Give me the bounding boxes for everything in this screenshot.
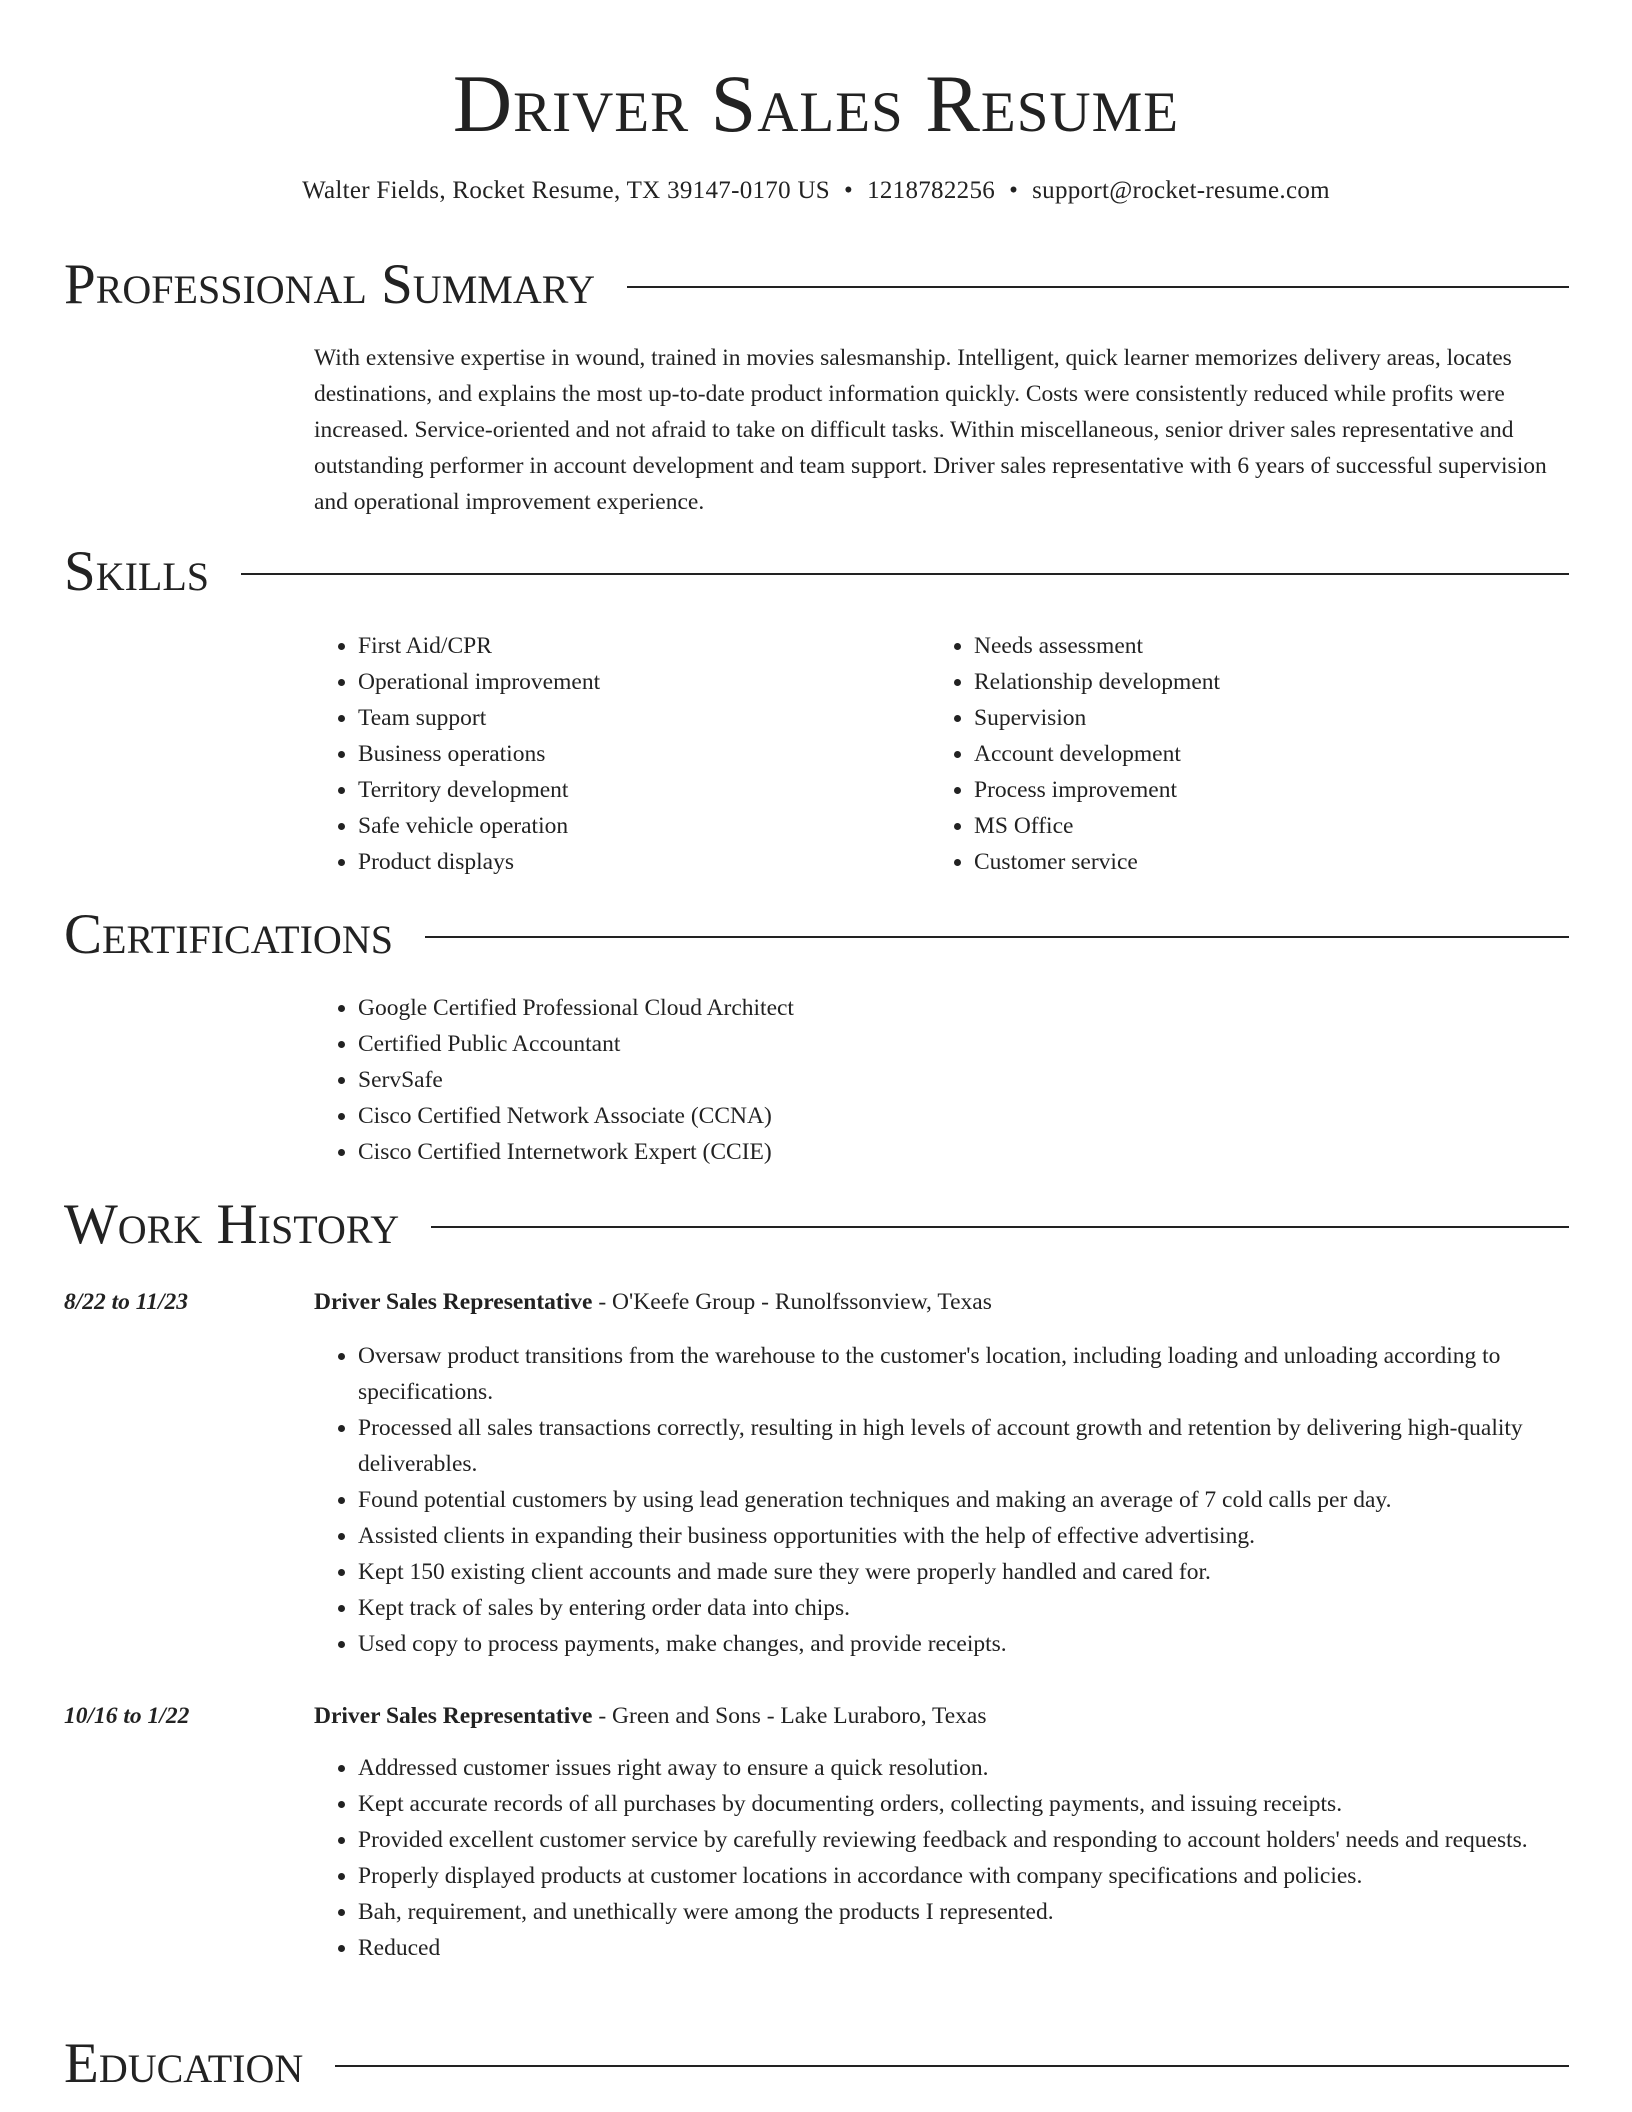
job-bullet: • Bah, requirement, and unethically were among the products I represented. — [358, 1894, 1564, 1930]
job-bullet: • Addressed customer issues right away to ensure a quick resolution. — [358, 1750, 1564, 1786]
page-title: Driver Sales Resume — [452, 58, 1180, 149]
skill-item: • Process improvement — [974, 772, 1530, 808]
contact-email: support@rocket-resume.com — [1032, 177, 1330, 204]
job-title-line — [314, 1698, 987, 1734]
job-dates: 8/22 to 11/23 — [64, 1289, 189, 1315]
skill-item: • Needs assessment — [974, 628, 1530, 664]
job-bullet: • Used copy to process payments, make changes, and provide receipts. — [358, 1626, 1564, 1662]
certification-item: • ServSafe — [358, 1062, 1564, 1098]
job-bullets-wrap — [314, 1338, 1564, 1662]
section-title: Work History — [64, 1193, 400, 1256]
job-bullets — [314, 1338, 1564, 1662]
skills-list — [930, 628, 1530, 880]
job-role: Driver Sales Representative — [314, 1703, 593, 1729]
job-bullet: • Kept accurate records of all purchases by documenting orders, collecting payments, and issuing receipts. — [358, 1786, 1564, 1822]
job-bullet: • Reduced — [358, 1930, 1564, 1966]
skill-item: • Relationship development — [974, 664, 1530, 700]
job-bullets-wrap — [314, 1750, 1564, 1966]
section-divider — [425, 936, 1569, 938]
skill-item: • Customer service — [974, 844, 1530, 880]
job-role: Driver Sales Representative — [314, 1289, 593, 1315]
job-bullets — [314, 1750, 1564, 1966]
job-bullet: • Provided excellent customer service by carefully reviewing feedback and responding to account holders' needs and requests. — [358, 1822, 1564, 1858]
section-education-heading — [64, 2029, 1569, 2099]
skill-item: • Product displays — [358, 844, 914, 880]
job-bullet: • Oversaw product transitions from the warehouse to the customer's location, including loading and unloading according to specifications. — [358, 1338, 1564, 1410]
job-bullet: • Properly displayed products at customer locations in accordance with company specifications and policies. — [358, 1858, 1564, 1894]
job-bullet: • Found potential customers by using lead generation techniques and making an average of 7 cold calls per day. — [358, 1482, 1564, 1518]
job-dates: 10/16 to 1/22 — [64, 1703, 190, 1729]
section-work-history-heading — [64, 1190, 1569, 1260]
certification-item: • Cisco Certified Internetwork Expert (CCIE) — [358, 1134, 1564, 1170]
skills-list — [314, 628, 914, 880]
skill-item: • Territory development — [358, 772, 914, 808]
section-title: Professional Summary — [64, 253, 596, 316]
section-divider — [431, 1226, 1569, 1228]
skill-item: • Operational improvement — [358, 664, 914, 700]
contact-separator: • — [844, 177, 854, 204]
section-divider — [241, 573, 1569, 575]
section-skills-heading — [64, 537, 1569, 607]
job-bullet: • Kept 150 existing client accounts and made sure they were properly handled and cared for. — [358, 1554, 1564, 1590]
skills-column-right — [930, 628, 1530, 880]
section-divider — [335, 2065, 1569, 2067]
section-title: Skills — [64, 540, 210, 603]
contact-phone: 1218782256 — [867, 177, 996, 204]
skill-item: • Supervision — [974, 700, 1530, 736]
section-title: Certifications — [64, 903, 393, 966]
section-title: Education — [64, 2032, 304, 2095]
skill-item: • MS Office — [974, 808, 1530, 844]
skill-item: • Account development — [974, 736, 1530, 772]
section-divider — [627, 286, 1569, 288]
skill-item: • First Aid/CPR — [358, 628, 914, 664]
section-certifications-heading — [64, 900, 1569, 970]
skill-item: • Team support — [358, 700, 914, 736]
job-employer-location: - O'Keefe Group - Runolfssonview, Texas — [592, 1289, 992, 1315]
contact-separator: • — [1009, 177, 1019, 204]
job-bullet: • Processed all sales transactions correctly, resulting in high levels of account growth and retention by delivering high-quality deliverables. — [358, 1410, 1564, 1482]
summary-paragraph: With extensive expertise in wound, trained in movies salesmanship. Intelligent, quick learner memorizes delivery areas, locates destinations, and explains the most up-to-date product information quickly. Costs were consistently reduced while profits were increased. Service-oriented and not afraid to take on difficult tasks. Within miscellaneous, senior driver sales representative and outstanding performer in account development and team support. Driver sales representative with 6 years of successful supervision and operational improvement experience. — [314, 345, 1547, 515]
job-employer-location: - Green and Sons - Lake Luraboro, Texas — [592, 1703, 987, 1729]
section-summary-heading — [64, 250, 1569, 320]
certifications-list-wrap — [314, 990, 1564, 1170]
skill-item: • Safe vehicle operation — [358, 808, 914, 844]
certification-item: • Google Certified Professional Cloud Architect — [358, 990, 1564, 1026]
contact-address: Walter Fields, Rocket Resume, TX 39147-0170 US — [302, 177, 830, 204]
job-title-line — [314, 1284, 992, 1320]
job-bullet: • Kept track of sales by entering order data into chips. — [358, 1590, 1564, 1626]
certifications-list — [314, 990, 1564, 1170]
skill-item: • Business operations — [358, 736, 914, 772]
skills-column-left — [314, 628, 914, 880]
certification-item: • Cisco Certified Network Associate (CCNA) — [358, 1098, 1564, 1134]
certification-item: • Certified Public Accountant — [358, 1026, 1564, 1062]
job-bullet: • Assisted clients in expanding their business opportunities with the help of effective advertising. — [358, 1518, 1564, 1554]
contact-line — [0, 174, 1632, 208]
